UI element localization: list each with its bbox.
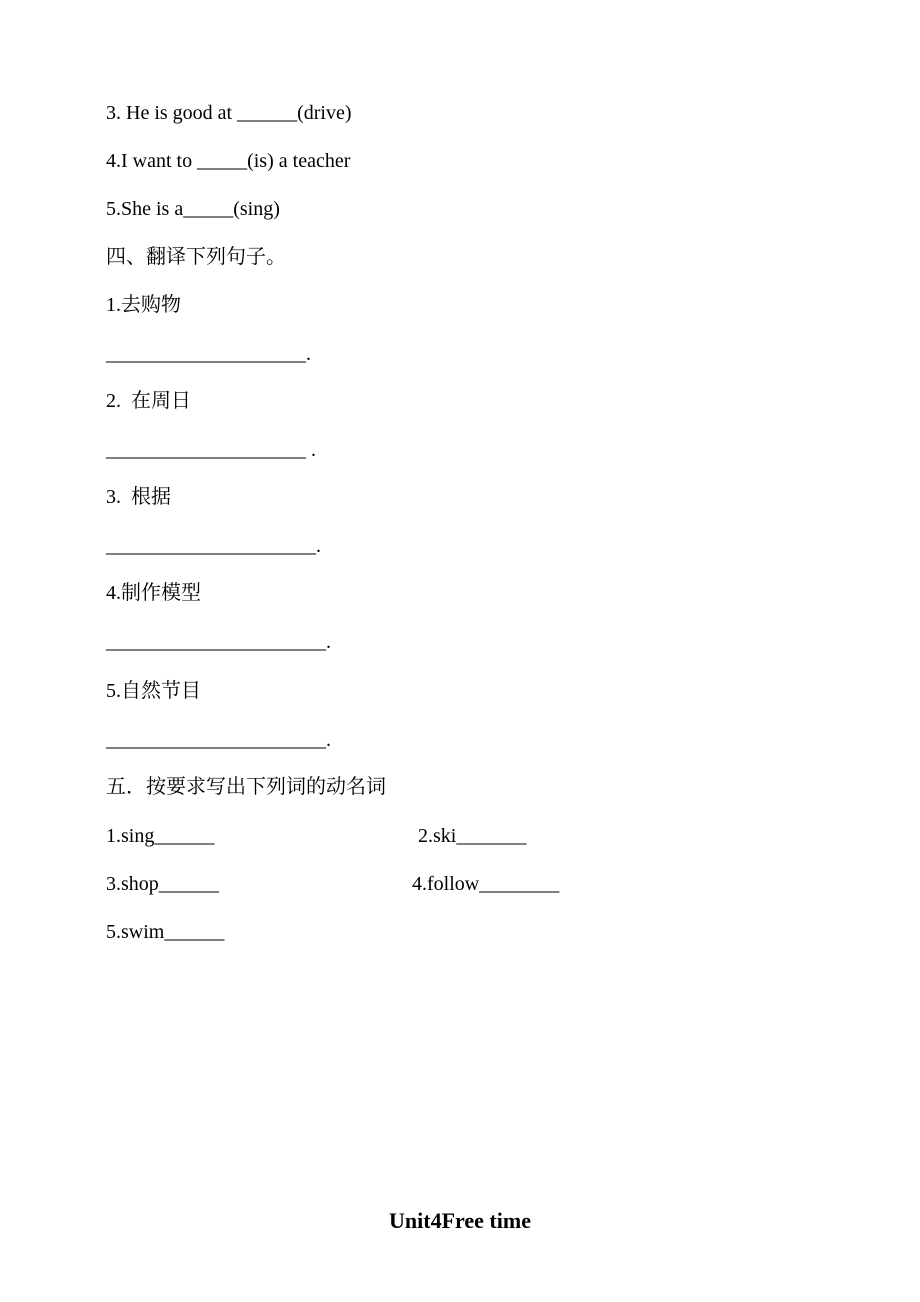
exercise-item: 4.I want to _____(is) a teacher bbox=[106, 150, 351, 172]
exercise-item: 5.She is a_____(sing) bbox=[106, 198, 280, 220]
answer-line: ____________________. bbox=[106, 343, 311, 365]
translation-prompt: 2. 在周日 bbox=[106, 390, 191, 412]
section-heading: 五．按要求写出下列词的动名词 bbox=[106, 776, 386, 798]
answer-line: ______________________. bbox=[106, 729, 331, 751]
gerund-item: 3.shop______ bbox=[106, 873, 219, 895]
gerund-item: 1.sing______ bbox=[106, 825, 215, 847]
answer-line: ____________________ . bbox=[106, 439, 316, 461]
exercise-item: 3. He is good at ______(drive) bbox=[106, 102, 352, 124]
answer-line: _____________________. bbox=[106, 535, 321, 557]
gerund-item: 4.follow________ bbox=[412, 873, 560, 895]
translation-prompt: 3. 根据 bbox=[106, 486, 171, 508]
translation-prompt: 4.制作模型 bbox=[106, 582, 201, 604]
translation-prompt: 1.去购物 bbox=[106, 294, 181, 316]
unit-title: Unit4Free time bbox=[389, 1208, 531, 1233]
gerund-item: 2.ski_______ bbox=[418, 825, 527, 847]
section-heading: 四、翻译下列句子。 bbox=[106, 246, 286, 268]
answer-line: ______________________. bbox=[106, 631, 331, 653]
gerund-item: 5.swim______ bbox=[106, 921, 225, 943]
translation-prompt: 5.自然节目 bbox=[106, 680, 201, 702]
